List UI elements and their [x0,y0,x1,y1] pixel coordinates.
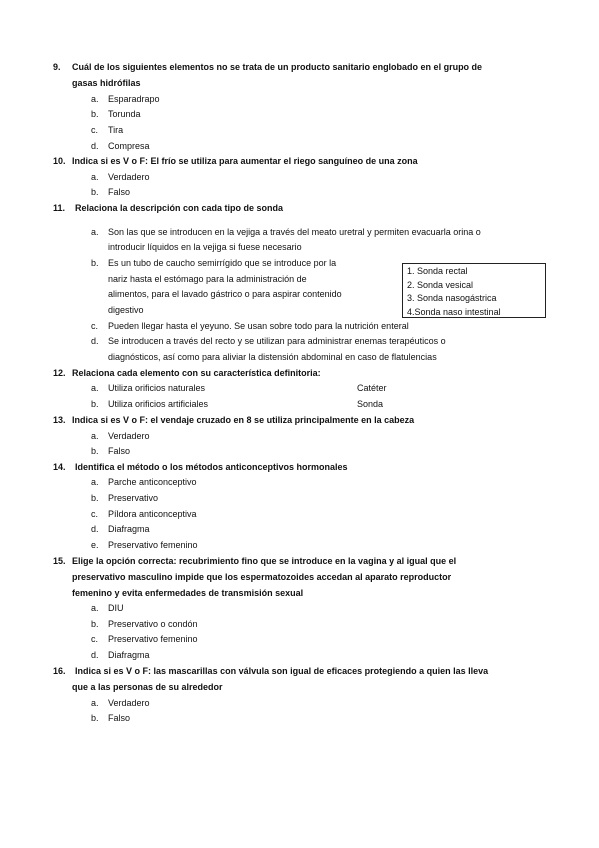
question-number: 13. [53,415,66,425]
question-text: preservativo masculino impide que los espermatozoides accedan al aparato reproductor [72,572,452,582]
question-text: Cuál de los siguientes elementos no se trata de un producto sanitario englobado en el grupo de [72,62,483,72]
question-number: 16. [53,666,66,676]
option-text: Es un tubo de caucho semirrígido que se introduce por la [108,258,337,268]
legend-item: 3. Sonda nasogástrica [407,293,497,303]
option-letter: b. [91,493,99,503]
legend-item: 2. Sonda vesical [407,279,474,290]
question-text: Relaciona la descripción con cada tipo de sonda [75,203,284,213]
match-term: Sonda [357,399,384,409]
question-text: que a las personas de su alrededor [72,682,223,692]
option-text: Preservativo [108,493,159,503]
question-number: 12. [53,368,66,378]
option-text: DIU [108,603,124,613]
option-letter: c. [91,321,99,331]
question-text: Elige la opción correcta: recubrimiento fino que se introduce en la vagina y al igual que el [72,556,457,566]
question-text: gasas hidrófilas [72,78,141,88]
option-letter: a. [91,94,99,104]
option-text: introducir líquidos en la vejiga si fuese necesario [108,242,302,252]
option-letter: c. [91,125,99,135]
question-number: 9. [53,62,61,72]
option-text: Diafragma [108,524,150,534]
question-text: Relaciona cada elemento con su característica definitoria: [72,368,321,378]
option-text: Verdadero [108,172,150,182]
question-number: 11. [53,203,66,213]
option-letter: a. [91,477,99,487]
option-letter: b. [91,713,99,723]
option-text: Se introducen a través del recto y se utilizan para administrar enemas terapéuticos o [108,336,446,346]
option-text: Falso [108,446,131,456]
option-text: Torunda [108,109,141,119]
option-letter: a. [91,431,99,441]
option-letter: b. [91,399,99,409]
option-text: Compresa [108,141,150,151]
option-letter: c. [91,509,99,519]
option-letter: b. [91,446,99,456]
option-letter: b. [91,109,99,119]
option-text: Preservativo femenino [108,634,198,644]
option-text: alimentos, para el lavado gástrico o para aspirar contenido [108,289,342,299]
question-text: Indica si es V o F: El frío se utiliza para aumentar el riego sanguíneo de una zona [72,156,418,166]
question-text: Indica si es V o F: el vendaje cruzado en 8 se utiliza principalmente en la cabeza [72,415,415,425]
question-text: Identifica el método o los métodos anticonceptivos hormonales [75,462,348,472]
legend-item: 4.Sonda naso intestinal [407,306,501,317]
option-letter: a. [91,172,99,182]
option-letter: d. [91,524,99,534]
option-letter: a. [91,603,99,613]
option-text: Tira [108,125,124,135]
option-text: Píldora anticonceptiva [108,509,197,519]
option-letter: b. [91,187,99,197]
option-text: Pueden llegar hasta el yeyuno. Se usan sobre todo para la nutrición enteral [108,321,409,331]
option-text: diagnósticos, así como para aliviar la distensión abdominal en caso de flatulencias [108,352,437,362]
option-text: Diafragma [108,650,150,660]
option-text: Parche anticonceptivo [108,477,197,487]
question-text: Indica si es V o F: las mascarillas con válvula son igual de eficaces protegiendo a quien las lleva [75,666,489,676]
option-text: nariz hasta el estómago para la administración de [108,274,307,284]
option-text: Verdadero [108,431,150,441]
option-letter: a. [91,227,99,237]
option-letter: a. [91,698,99,708]
sonda-legend-box [402,263,546,318]
match-term: Catéter [357,383,387,393]
question-number: 15. [53,556,66,566]
option-text: Falso [108,713,131,723]
option-text: Son las que se introducen en la vejiga a través del meato uretral y permiten evacuarla orina o [108,227,481,237]
option-text: Falso [108,187,131,197]
option-text: Preservativo femenino [108,540,198,550]
option-letter: c. [91,634,99,644]
option-letter: d. [91,336,99,346]
question-number: 14. [53,462,66,472]
legend-item: 1. Sonda rectal [407,266,468,276]
option-letter: b. [91,619,99,629]
question-text: femenino y evita enfermedades de transmisión sexual [72,588,304,598]
option-letter: d. [91,650,99,660]
question-number: 10. [53,156,66,166]
option-text: Preservativo o condón [108,619,198,629]
option-text: Utiliza orificios artificiales [108,399,209,409]
option-text: Utiliza orificios naturales [108,383,206,393]
option-text: digestivo [108,305,144,315]
option-letter: e. [91,540,99,550]
option-letter: d. [91,141,99,151]
option-text: Esparadrapo [108,94,160,104]
option-text: Verdadero [108,698,150,708]
option-letter: b. [91,258,99,268]
option-letter: a. [91,383,99,393]
